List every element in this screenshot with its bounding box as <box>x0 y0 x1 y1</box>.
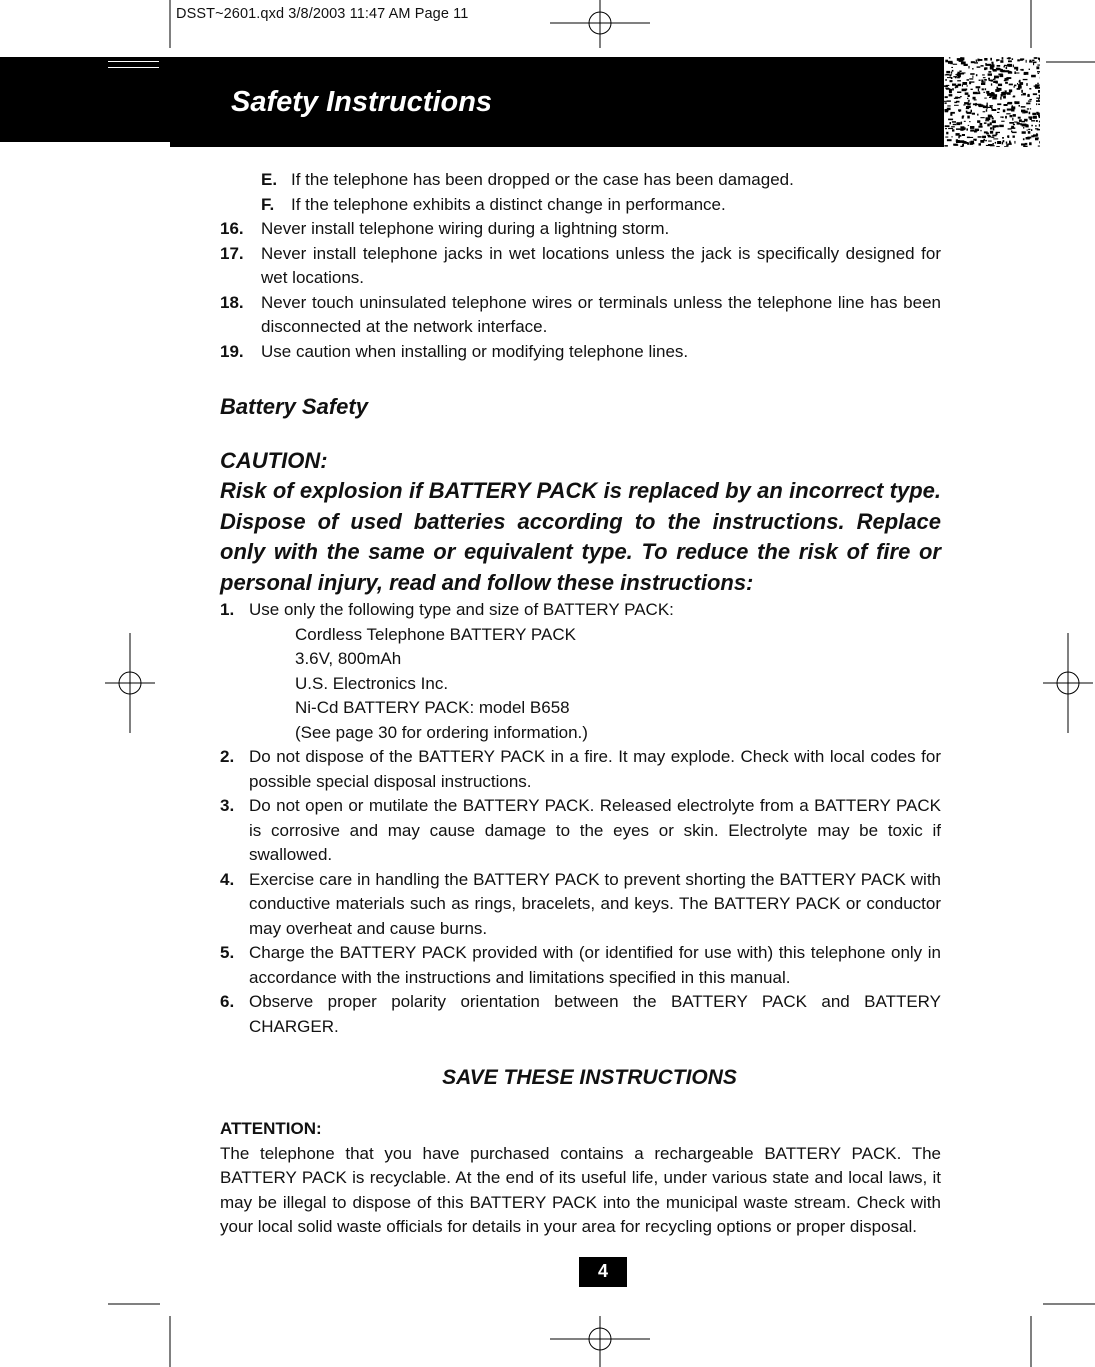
list-item <box>220 990 941 1039</box>
decorative-pattern <box>944 57 1040 147</box>
item-number: 17. <box>220 243 244 263</box>
item-text: If the telephone exhibits a distinct change in performance. <box>291 194 726 214</box>
continued-list <box>220 168 941 217</box>
item-text: If the telephone has been dropped or the case has been damaged. <box>291 170 794 189</box>
list-item <box>261 168 941 193</box>
list-item <box>220 598 941 623</box>
item-text: Charge the BATTERY PACK provided with (or identified for use with) this telephone only in accordance with the instructions and limitations specified in this manual. <box>249 943 941 987</box>
battery-safety-heading: Battery Safety <box>220 394 368 419</box>
item-text: Do not open or mutilate the BATTERY PACK. Released electrolyte from a BATTERY PACK is corrosive and may cause damage to the eyes or skin. Electrolyte may be toxic if swallowed. <box>249 796 941 864</box>
page-title: Safety Instructions <box>231 86 493 118</box>
item-text: Do not dispose of the BATTERY PACK in a fire. It may explode. Check with local codes for possible special disposal instructions. <box>249 747 941 791</box>
safety-list <box>220 217 941 364</box>
list-item <box>220 217 941 242</box>
item-number: 5. <box>220 943 235 962</box>
spec-line: Cordless Telephone BATTERY PACK <box>295 624 576 644</box>
spec-line: Ni-Cd BATTERY PACK: model B658 <box>295 698 570 717</box>
item-number: 19. <box>220 341 244 361</box>
list-item <box>220 745 941 794</box>
list-item <box>220 794 941 868</box>
item-number: E. <box>261 170 278 189</box>
caution-text: Risk of explosion if BATTERY PACK is replaced by an incorrect type. Dispose of used batteries according to the instructions. Replace only with the same or equivalent type. To reduce the risk of fire or personal injury, read and follow these instructions: <box>220 478 941 595</box>
item-text: Never touch uninsulated telephone wires or terminals unless the telephone line has been disconnected at the network interface. <box>261 292 941 336</box>
spec-line: (See page 30 for ordering information.) <box>295 722 588 742</box>
item-text: Observe proper polarity orientation between the BATTERY PACK and BATTERY CHARGER. <box>249 992 941 1036</box>
list-item <box>220 868 941 942</box>
item-number: 2. <box>220 747 235 766</box>
item-text: Use caution when installing or modifying telephone lines. <box>261 341 689 361</box>
caution-label: CAUTION: <box>220 448 328 473</box>
spec-line: U.S. Electronics Inc. <box>295 673 449 693</box>
list-item <box>220 340 941 365</box>
attention-text: The telephone that you have purchased contains a rechargeable BATTERY PACK. The BATTERY PACK is recyclable. At the end of its useful life, under various state and local laws, it may be illegal to dispose of this BATTERY PACK into the municipal waste stream. Check with your local solid waste officials for details in your area for recycling options or proper disposal. <box>220 1143 941 1236</box>
item-text: Never install telephone wiring during a lightning storm. <box>261 219 670 238</box>
spec-line: 3.6V, 800mAh <box>295 649 402 668</box>
header-rule-lines <box>108 61 159 68</box>
item-number: 16. <box>220 219 244 238</box>
file-slug: DSST~2601.qxd 3/8/2003 11:47 AM Page 11 <box>176 6 469 22</box>
item-text: Never install telephone jacks in wet locations unless the jack is specifically designed for wet locations. <box>261 243 941 287</box>
item-number: 6. <box>220 992 235 1011</box>
save-instructions-heading: SAVE THESE INSTRUCTIONS <box>442 1066 737 1089</box>
attention-label: ATTENTION: <box>220 1119 322 1138</box>
item-number: F. <box>261 194 275 214</box>
item-text: Use only the following type and size of BATTERY PACK: <box>249 600 674 619</box>
page-number: 4 <box>579 1257 627 1287</box>
list-item <box>261 193 941 218</box>
item-number: 18. <box>220 292 244 312</box>
list-item <box>220 291 941 340</box>
page-content <box>220 168 941 1240</box>
list-item <box>220 941 941 990</box>
item-number: 1. <box>220 600 235 619</box>
header-notch <box>0 142 170 147</box>
list-item <box>220 242 941 291</box>
battery-list <box>220 598 941 1039</box>
item-text: Exercise care in handling the BATTERY PACK to prevent shorting the BATTERY PACK with conductive materials such as rings, bracelets, and keys. The BATTERY PACK or conductor may overheat and cause burns. <box>249 869 941 938</box>
item-number: 4. <box>220 869 235 889</box>
battery-spec <box>220 623 941 746</box>
item-number: 3. <box>220 796 235 815</box>
